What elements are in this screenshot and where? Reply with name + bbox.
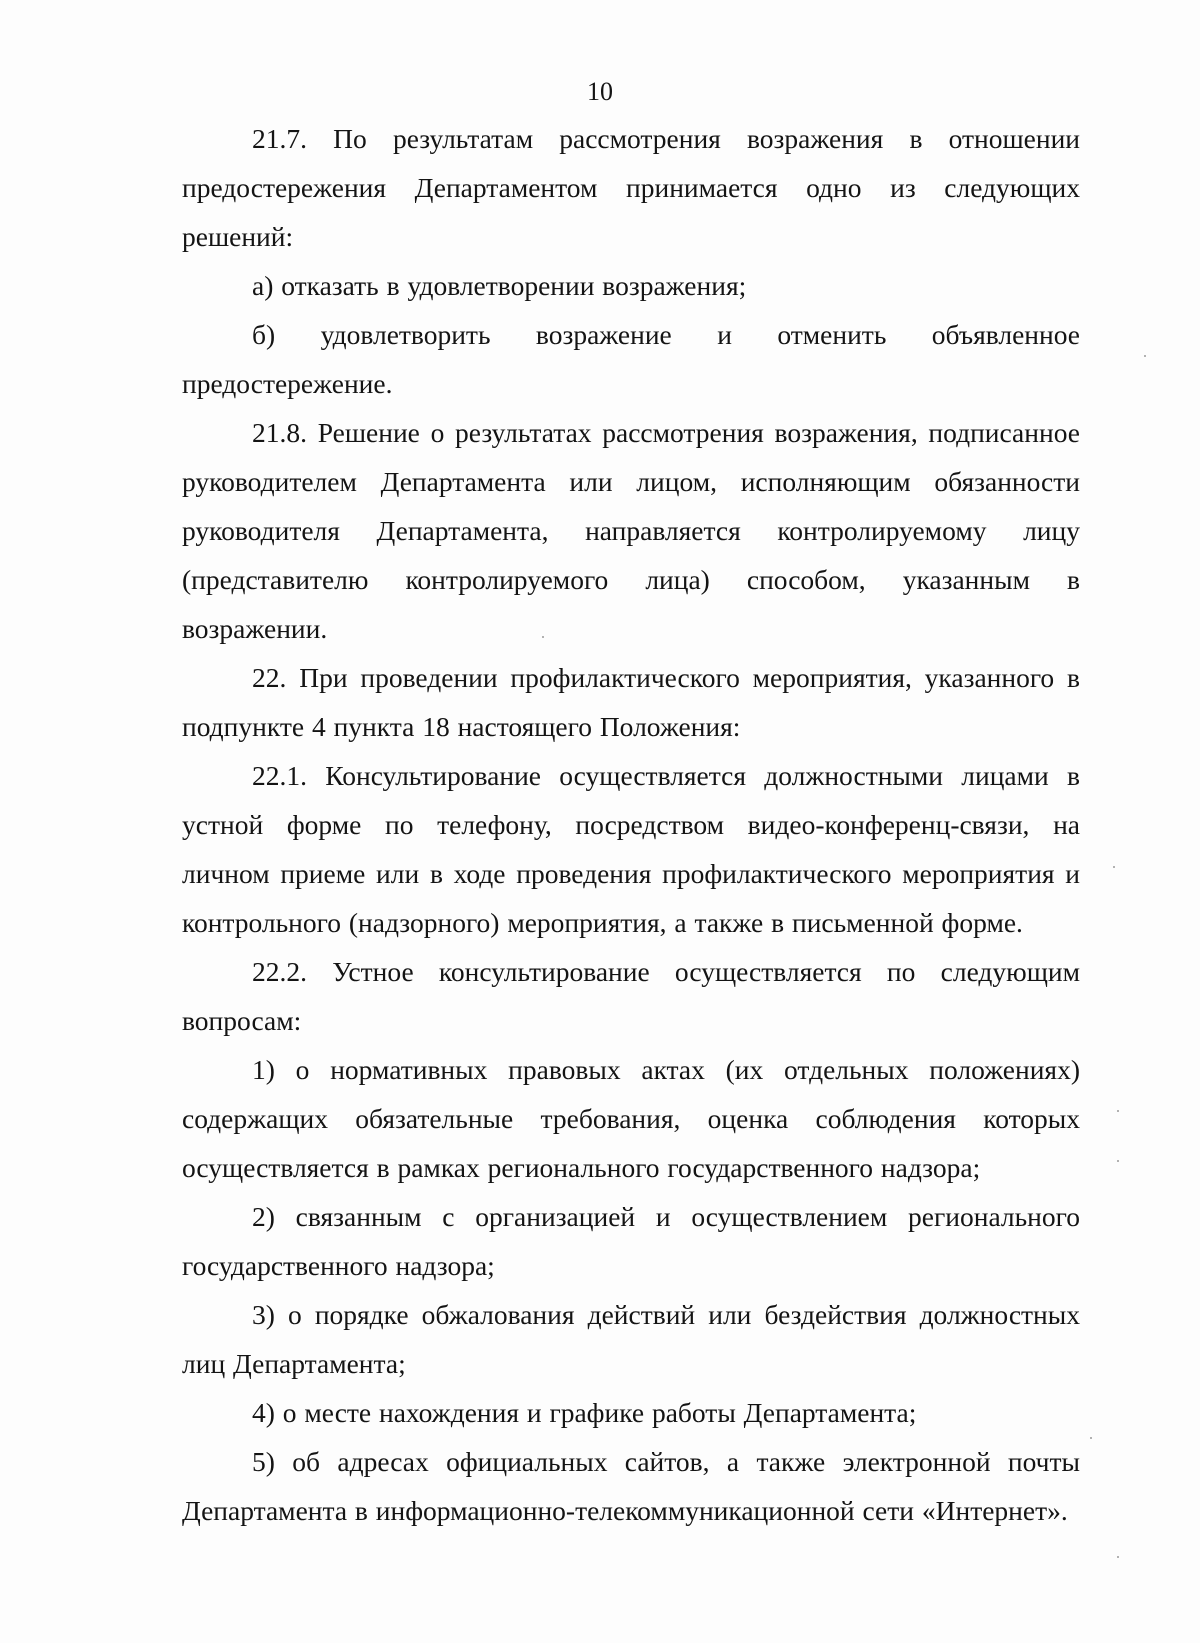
scan-speck [1117, 1110, 1119, 1112]
paragraph-22-2-item-2: 2) связанным с организацией и осуществлением регионального государственного надзора; [182, 1201, 1080, 1281]
paragraph-21-8: 21.8. Решение о результатах рассмотрения возражения, подписанное руководителем Департамента или лицом, исполняющим обязанности руководителя Департамента, направляется контролируемому лицу (представителю контролируемого лица) способом, указанным в возражении. [182, 417, 1080, 644]
document-body [182, 114, 1080, 1535]
paragraph-22-2-item-4: 4) о месте нахождения и графике работы Департамента; [252, 1397, 917, 1428]
scan-speck [1090, 1437, 1092, 1439]
paragraph-22-2: 22.2. Устное консультирование осуществляется по следующим вопросам: [182, 956, 1080, 1036]
page-number: 10 [587, 77, 613, 106]
scan-speck [1113, 866, 1115, 868]
scan-speck [542, 636, 544, 638]
scan-speck [1117, 1160, 1119, 1162]
paragraph-22-2-item-1: 1) о нормативных правовых актах (их отдельных положениях) содержащих обязательные требования, оценка соблюдения которых осуществляется в рамках регионального государственного надзора; [182, 1054, 1080, 1183]
scan-speck [1144, 355, 1146, 357]
paragraph-22-2-item-3: 3) о порядке обжалования действий или бездействия должностных лиц Департамента; [182, 1299, 1080, 1379]
paragraph-22: 22. При проведении профилактического мероприятия, указанного в подпункте 4 пункта 18 настоящего Положения: [182, 662, 1080, 742]
paragraph-22-2-item-5: 5) об адресах официальных сайтов, а также электронной почты Департамента в информационно-телекоммуникационной сети «Интернет». [182, 1446, 1080, 1526]
paragraph-21-7-a: а) отказать в удовлетворении возражения; [252, 270, 747, 301]
paragraph-21-7-b: б) удовлетворить возражение и отменить объявленное предостережение. [182, 319, 1080, 399]
paragraph-21-7: 21.7. По результатам рассмотрения возражения в отношении предостережения Департаментом принимается одно из следующих решений: [182, 123, 1080, 252]
paragraph-22-1: 22.1. Консультирование осуществляется должностными лицами в устной форме по телефону, посредством видео-конференц-связи, на личном приеме или в ходе проведения профилактического мероприятия и контрольного (надзорного) мероприятия, а также в письменной форме. [182, 760, 1080, 938]
scan-speck [1117, 1556, 1119, 1558]
